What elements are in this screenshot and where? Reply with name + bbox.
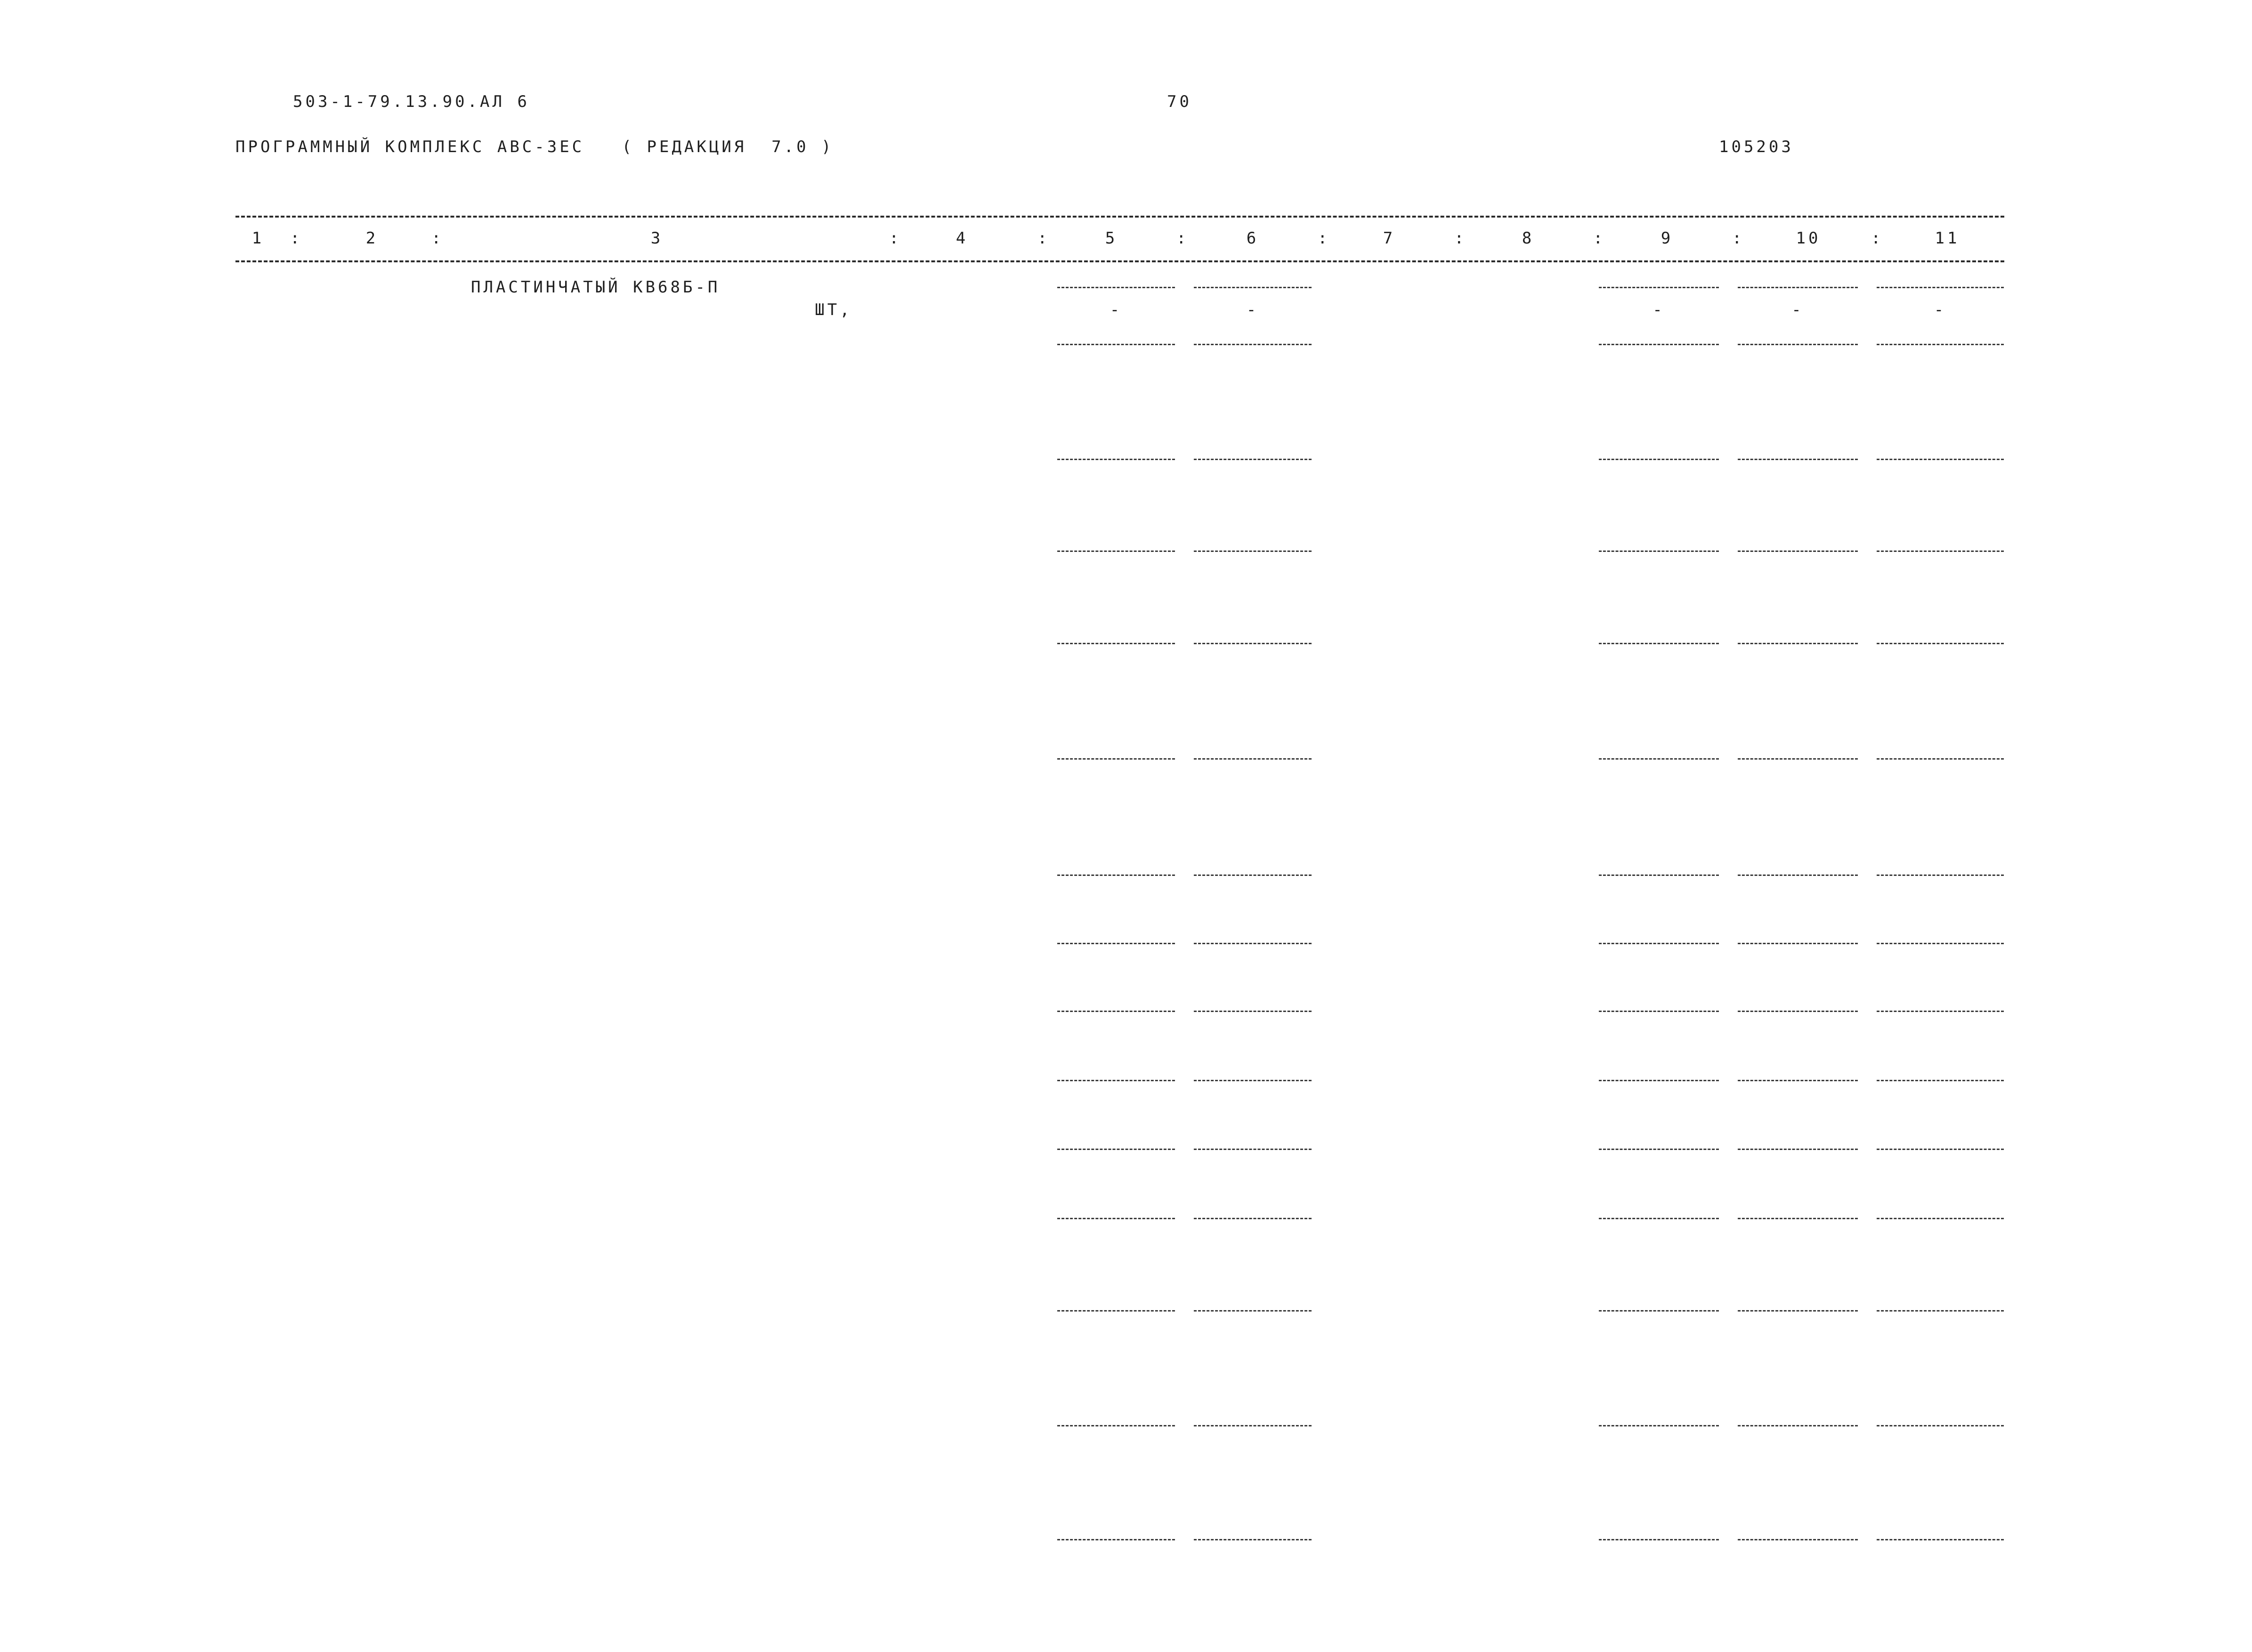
- column-separator: :: [889, 229, 902, 248]
- subtotal-rule: [1194, 1080, 1312, 1081]
- column-separator: :: [1593, 229, 1606, 248]
- subtotal-rule: [1194, 875, 1312, 876]
- subtotal-rule: [1738, 758, 1858, 760]
- program-title: ПРОГРАММНЫЙ КОМПЛЕКС АВС-3ЕС ( РЕДАКЦИЯ 7.0 ): [235, 138, 834, 156]
- column-header-9: 9: [1661, 229, 1674, 248]
- subtotal-rule: [1194, 758, 1312, 760]
- subtotal-rule: [1877, 1011, 2004, 1012]
- subtotal-rule: [1877, 344, 2004, 345]
- column-header-6: 6: [1246, 229, 1259, 248]
- subtotal-rule: [1877, 459, 2004, 460]
- subtotal-rule: [1877, 1539, 2004, 1540]
- column-header-1: 1: [251, 229, 265, 248]
- subtotal-rule: [1599, 344, 1719, 345]
- subtotal-rule: [1599, 1080, 1719, 1081]
- column-separator: :: [1454, 229, 1467, 248]
- column-separator: :: [290, 229, 303, 248]
- subtotal-rule: [1877, 758, 2004, 760]
- subtotal-rule: [1057, 758, 1175, 760]
- subtotal-rule: [1599, 875, 1719, 876]
- subtotal-rule: [1057, 459, 1175, 460]
- column-header-4: 4: [956, 229, 969, 248]
- subtotal-rule: [1599, 1149, 1719, 1150]
- column-separator: :: [1871, 229, 1884, 248]
- fragment-dash-5: -: [1110, 300, 1123, 319]
- fragment-rule-9: [1599, 287, 1719, 288]
- subtotal-rule: [1599, 1539, 1719, 1540]
- subtotal-rule: [1194, 943, 1312, 944]
- column-header-11: 11: [1935, 229, 1960, 248]
- column-header-10: 10: [1796, 229, 1821, 248]
- subtotal-rule: [1877, 1080, 2004, 1081]
- page-number: 70: [1167, 92, 1192, 111]
- fragment-rule-5: [1057, 287, 1175, 288]
- subtotal-rule: [1738, 1539, 1858, 1540]
- column-separator: :: [1732, 229, 1745, 248]
- subtotal-rule: [1057, 1539, 1175, 1540]
- subtotal-rule: [1194, 344, 1312, 345]
- column-header-3: 3: [650, 229, 664, 248]
- subtotal-rule: [1738, 551, 1858, 552]
- subtotal-rule: [1599, 1425, 1719, 1426]
- fragment-unit: ШТ,: [815, 300, 852, 319]
- subtotal-rule: [1738, 459, 1858, 460]
- subtotal-rule: [1057, 1218, 1175, 1219]
- subtotal-rule: [1194, 459, 1312, 460]
- subtotal-rule: [1194, 643, 1312, 644]
- fragment-dash-10: -: [1791, 300, 1804, 319]
- column-header-8: 8: [1522, 229, 1535, 248]
- fragment-rule-6: [1194, 287, 1312, 288]
- subtotal-rule: [1057, 943, 1175, 944]
- subtotal-rule: [1057, 643, 1175, 644]
- fragment-dash-9: -: [1653, 300, 1665, 319]
- subtotal-rule: [1057, 1080, 1175, 1081]
- subtotal-rule: [1877, 943, 2004, 944]
- column-header-5: 5: [1105, 229, 1118, 248]
- subtotal-rule: [1738, 1011, 1858, 1012]
- fragment-dash-6: -: [1246, 300, 1259, 319]
- subtotal-rule: [1057, 1011, 1175, 1012]
- subtotal-rule: [1194, 551, 1312, 552]
- subtotal-rule: [1194, 1425, 1312, 1426]
- subtotal-rule: [1599, 643, 1719, 644]
- subtotal-rule: [1738, 1310, 1858, 1312]
- subtotal-rule: [1877, 1310, 2004, 1312]
- subtotal-rule: [1738, 1149, 1858, 1150]
- header-top-rule: [235, 216, 2004, 218]
- subtotal-rule: [1599, 551, 1719, 552]
- fragment-dash-11: -: [1934, 300, 1947, 319]
- column-header-2: 2: [365, 229, 379, 248]
- subtotal-rule: [1599, 758, 1719, 760]
- subtotal-rule: [1738, 1425, 1858, 1426]
- header-bottom-rule: [235, 260, 2004, 262]
- subtotal-rule: [1738, 875, 1858, 876]
- fragment-rule-10: [1738, 287, 1858, 288]
- subtotal-rule: [1738, 1080, 1858, 1081]
- subtotal-rule: [1194, 1539, 1312, 1540]
- subtotal-rule: [1057, 1310, 1175, 1312]
- column-separator: :: [1037, 229, 1050, 248]
- column-separator: :: [1318, 229, 1330, 248]
- subtotal-rule: [1057, 551, 1175, 552]
- fragment-rule-11: [1877, 287, 2004, 288]
- subtotal-rule: [1877, 1149, 2004, 1150]
- document-code: 503-1-79.13.90.АЛ 6: [293, 92, 530, 111]
- subtotal-rule: [1877, 1425, 2004, 1426]
- subtotal-rule: [1194, 1218, 1312, 1219]
- column-separator: :: [431, 229, 444, 248]
- fragment-name: ПЛАСТИНЧАТЫЙ КВ68Б-П: [471, 278, 721, 297]
- subtotal-rule: [1057, 344, 1175, 345]
- subtotal-rule: [1057, 875, 1175, 876]
- code-right: 105203: [1719, 138, 1794, 156]
- subtotal-rule: [1194, 1310, 1312, 1312]
- subtotal-rule: [1599, 1310, 1719, 1312]
- subtotal-rule: [1738, 344, 1858, 345]
- subtotal-rule: [1194, 1011, 1312, 1012]
- subtotal-rule: [1877, 1218, 2004, 1219]
- subtotal-rule: [1877, 643, 2004, 644]
- subtotal-rule: [1738, 643, 1858, 644]
- subtotal-rule: [1599, 1218, 1719, 1219]
- subtotal-rule: [1599, 943, 1719, 944]
- subtotal-rule: [1738, 943, 1858, 944]
- subtotal-rule: [1599, 1011, 1719, 1012]
- column-header-7: 7: [1383, 229, 1396, 248]
- subtotal-rule: [1194, 1149, 1312, 1150]
- subtotal-rule: [1877, 875, 2004, 876]
- subtotal-rule: [1599, 459, 1719, 460]
- column-separator: :: [1176, 229, 1189, 248]
- subtotal-rule: [1057, 1425, 1175, 1426]
- subtotal-rule: [1877, 551, 2004, 552]
- subtotal-rule: [1057, 1149, 1175, 1150]
- subtotal-rule: [1738, 1218, 1858, 1219]
